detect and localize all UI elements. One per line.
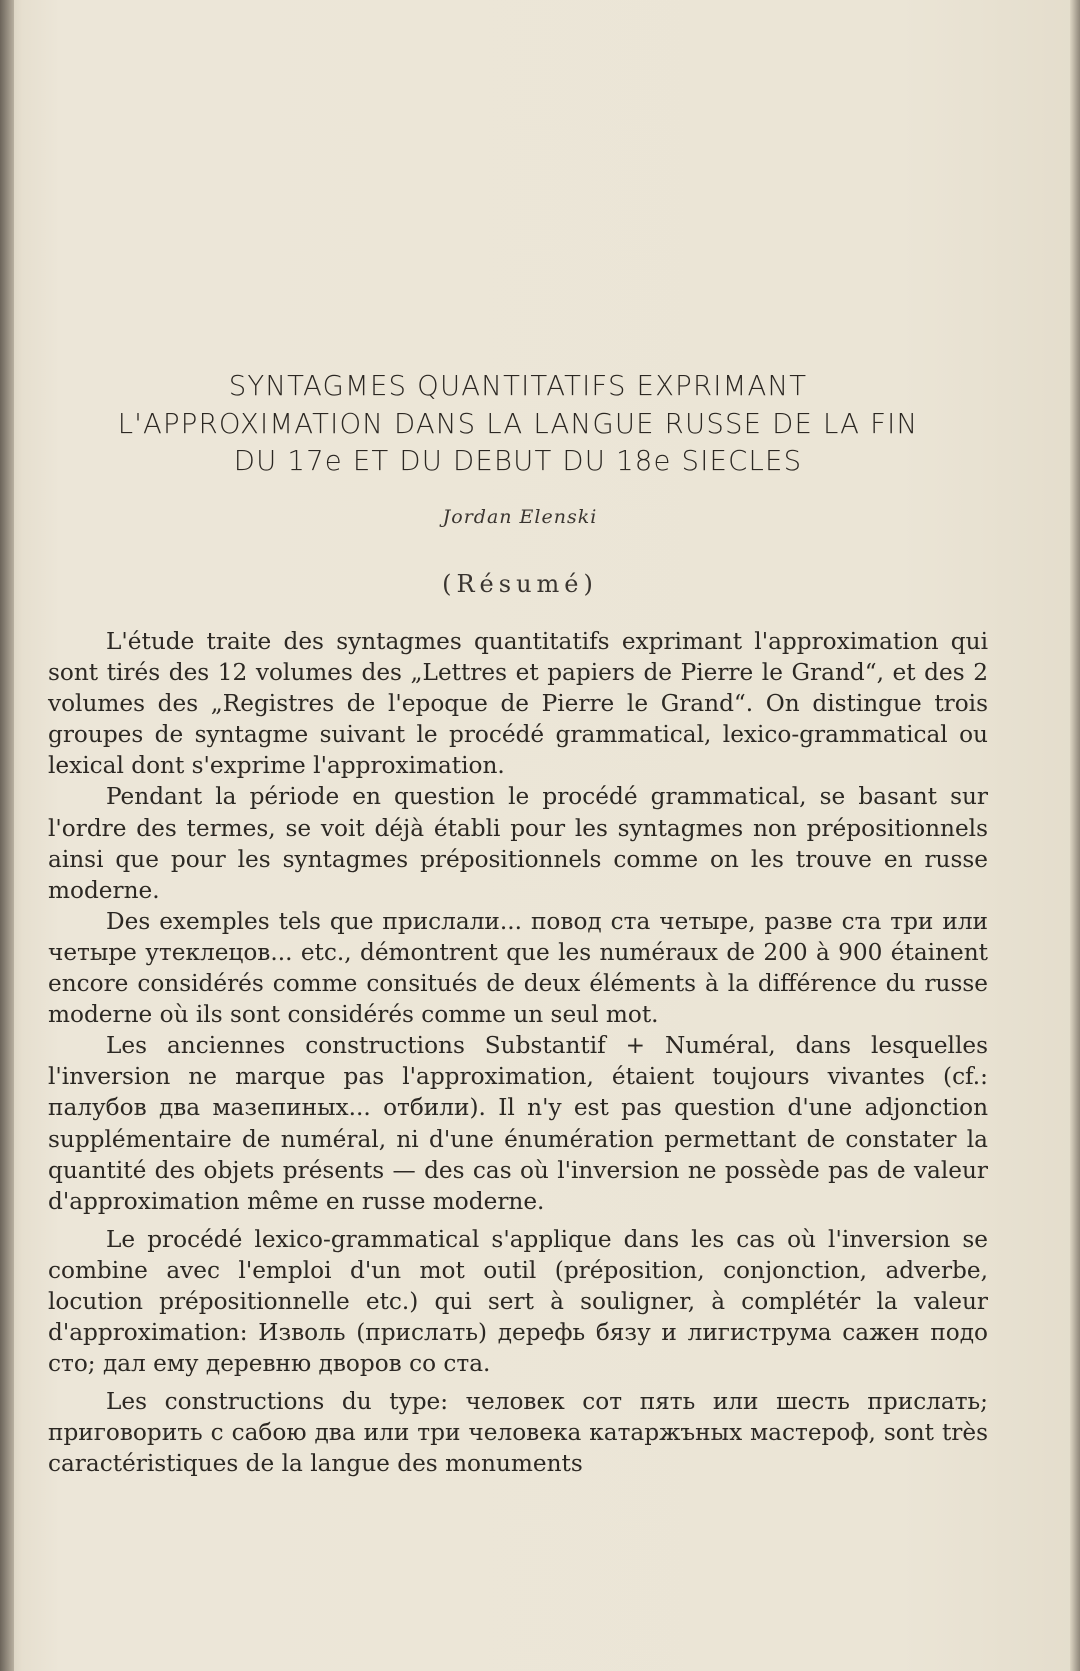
article-title [38,368,998,481]
paragraph: Les constructions du type: человек сот пять или шесть прислать; приговорить с сабою два или три человека катаржъных мастероф, sont très caractéristiques de la langue des monuments [48,1388,988,1478]
page-edge [1070,0,1080,1671]
resume-heading: (Résumé) [442,570,598,598]
book-spine-shadow [0,0,14,1671]
paragraph: Le procédé lexico-grammatical s'applique dans les cas où l'inversion se combine avec l'emploi d'un mot outil (préposition, conjonction, adverbe, locution prépositionnelle etc.) qui sert à souligner, à complétér la valeur d'approximation: Изволь (прислать) дерефь бязу и лигиструма сажен подо сто; дал ему деревню дворов со ста. [48,1225,988,1378]
title-line-2: L'APPROXIMATION DANS LA LANGUE RUSSE DE LA FIN [117,407,919,440]
paragraph: L'étude traite des syntagmes quantitatifs exprimant l'approximation qui sont tirés des 12 volumes des „Lettres et papiers de Pierre le Grand“, et des 2 volumes des „Registres de l'epoque de Pierre le Grand“. On distingue trois groupes de syntagme suivant le procédé grammatical, lexico-grammatical ou lexical dont s'exprime l'approximation. [48,628,988,780]
article-body [48,626,988,1480]
paragraph: Des exemples tels que прислали... повод ста четыре, разве ста три или четыре утеклецов... etc., démontrent que les numéraux de 200 à 900 étainent encore considérés comme consitués de deux éléments à la différence du russe moderne où ils sont considérés comme un seul mot. [48,907,988,1029]
paragraph: Les anciennes constructions Substantif + Numéral, dans lesquelles l'inversion ne marque pas l'approximation, étaient toujours vivantes (cf.: палубов два мазепиных... отбили). Il n'y est pas question d'une adjonction supplémentaire de numéral, ni d'une énumération permettant de constater la quantité des objets présents — des cas où l'inversion ne possède pas de valeur d'approximation même en russe moderne. [48,1032,988,1215]
paragraph: Pendant la période en question le procédé grammatical, se basant sur l'ordre des termes, se voit déjà établi pour les syntagmes non prépositionnels ainsi que pour les syntagmes prépositionnels comme on les trouve en russe moderne. [48,783,988,904]
title-line-3: DU 17e ET DU DEBUT DU 18e SIECLES [233,445,803,477]
title-line-1: SYNTAGMES QUANTITATIFS EXPRIMANT [228,370,808,402]
author-name: Jordan Elenski [442,506,598,528]
